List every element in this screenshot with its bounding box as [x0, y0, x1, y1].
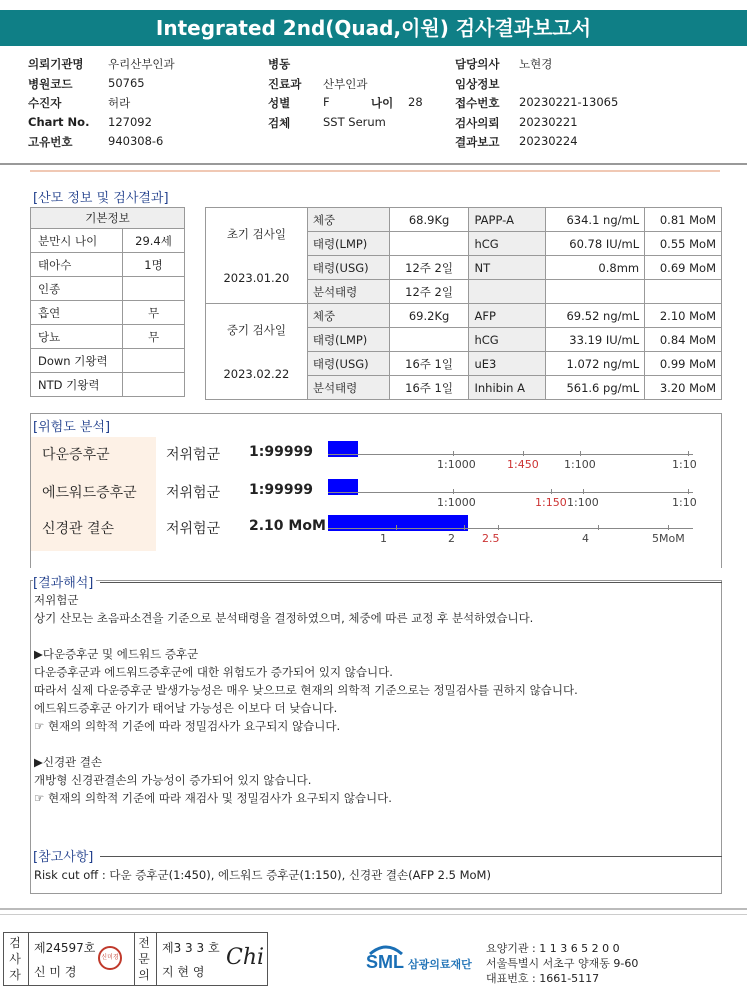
exam-item-label: 분석태령 — [307, 280, 389, 304]
exam-date: 2023.01.20 — [223, 270, 290, 285]
axis-tick — [688, 451, 689, 456]
marker-mom: 3.20 MoM — [645, 376, 722, 400]
interpretation-line: ☞ 현재의 의학적 기준에 따라 정밀검사가 요구되지 않습니다. — [34, 719, 341, 733]
exam-item-label: 태령(LMP) — [307, 232, 389, 256]
doctor-value: 노현경 — [519, 57, 553, 71]
interpretation-line: ☞ 현재의 의학적 기준에 따라 재검사 및 정밀검사가 요구되지 않습니다. — [34, 791, 392, 805]
sex-label: 성별 — [268, 96, 291, 110]
axis-tick — [396, 525, 397, 530]
risk-value: 2.10 MoM — [249, 518, 326, 534]
receipt-label: 접수번호 — [455, 96, 500, 110]
chart-label: Chart No. — [28, 114, 90, 129]
tester-role — [8, 935, 22, 983]
interpretation-line: 저위험군 — [34, 593, 79, 607]
reference-section-title: [참고사항] — [33, 846, 96, 865]
interpretation-line: ▶다운증후군 및 에드워드 증후군 — [34, 647, 199, 661]
table-row — [31, 325, 185, 349]
table-row — [31, 277, 185, 301]
axis-tick — [688, 489, 689, 494]
exam-item-value: 16주 1일 — [389, 352, 469, 376]
doctor-role — [137, 935, 151, 983]
risk-section-title: [위험도 분석] — [33, 420, 111, 435]
tick-label: 1:100 — [567, 496, 599, 509]
age-value: 28 — [408, 95, 423, 109]
marker-name: hCG — [469, 328, 546, 352]
tick-label: 5MoM — [652, 532, 685, 545]
risk-condition-name: 신경관 결손 — [42, 521, 115, 537]
sex-value: F — [323, 95, 330, 109]
maternal-section-title: [산모 정보 및 검사결과] — [33, 191, 169, 206]
exam-item-value: 12주 2일 — [389, 256, 469, 280]
basic-info-table — [30, 207, 185, 397]
exam-item-label: 분석태령 — [307, 376, 389, 400]
tick-label: 1:1000 — [437, 496, 476, 509]
marker-mom: 0.99 MoM — [645, 352, 722, 376]
risk-scale — [328, 515, 708, 545]
basic-label: NTD 기왕력 — [31, 373, 123, 397]
axis-tick — [551, 489, 552, 494]
marker-name: Inhibin A — [469, 376, 546, 400]
marker-name: AFP — [469, 304, 546, 328]
interpretation-panel — [30, 580, 722, 894]
basic-label: Down 기왕력 — [31, 349, 123, 373]
exam-item-value: 12주 2일 — [389, 280, 469, 304]
marker-name: NT — [469, 256, 546, 280]
interpretation-line: 에드워드증후군 아기가 태어날 가능성은 이보다 더 낮습니다. — [34, 701, 338, 715]
ward-label: 병동 — [268, 57, 291, 71]
marker-value: 634.1 ng/mL — [546, 208, 645, 232]
basic-label: 당뇨 — [31, 325, 123, 349]
table-row — [31, 301, 185, 325]
marker-mom: 0.81 MoM — [645, 208, 722, 232]
exam-item-label: 체중 — [307, 208, 389, 232]
table-row — [31, 229, 185, 253]
interpretation-line: 따라서 실제 다운증후군 발생가능성은 매우 낮으므로 현재의 의학적 기준으로는 정밀검사를 권하지 않습니다. — [34, 683, 578, 697]
tick-label: 1 — [380, 532, 387, 545]
marker-value: 1.072 ng/mL — [546, 352, 645, 376]
exam-results-table — [205, 207, 722, 400]
report-value: 20230224 — [519, 134, 578, 148]
basic-value — [123, 373, 185, 397]
doctor-label: 담당의사 — [455, 57, 500, 71]
basic-label: 태아수 — [31, 253, 123, 277]
risk-scale — [328, 479, 708, 509]
divider — [0, 908, 747, 910]
divider — [100, 582, 722, 583]
marker-mom: 0.84 MoM — [645, 328, 722, 352]
divider — [30, 170, 720, 172]
exam-item-label: 태령(LMP) — [307, 328, 389, 352]
axis-tick — [453, 489, 454, 494]
doctor-role-text: 전문의 — [138, 936, 150, 982]
exam-item-label: 태령(USG) — [307, 352, 389, 376]
specimen-value: SST Serum — [323, 114, 386, 129]
specimen-label: 검체 — [268, 115, 291, 130]
info-row — [28, 56, 728, 76]
signature-box — [3, 932, 268, 986]
marker-value: 69.52 ng/mL — [546, 304, 645, 328]
patient-label: 수진자 — [28, 96, 62, 110]
tester-name: 신 미 경 — [34, 965, 77, 979]
table-row — [206, 208, 722, 232]
risk-value: 1:99999 — [249, 444, 314, 460]
marker-value: 0.8mm — [546, 256, 645, 280]
risk-axis — [328, 528, 693, 529]
patient-info — [28, 56, 728, 154]
risk-condition-name: 에드워드증후군 — [42, 485, 137, 501]
interpretation-section-title: [결과해석] — [33, 572, 96, 591]
marker-value: 60.78 IU/mL — [546, 232, 645, 256]
exam-date: 2023.02.22 — [223, 366, 290, 381]
risk-axis — [328, 492, 693, 493]
info-row — [28, 95, 728, 115]
basic-value: 29.4세 — [123, 229, 185, 253]
marker-mom: 0.55 MoM — [645, 232, 722, 256]
exam-date-cell — [206, 208, 308, 304]
table-row — [206, 304, 722, 328]
interpretation-line: ▶신경관 결손 — [34, 755, 103, 769]
risk-level: 저위험군 — [166, 485, 221, 501]
tick-label: 1:150 — [535, 496, 567, 509]
org-address: 서울특별시 서초구 양재동 9-60 — [486, 957, 639, 970]
exam-title: 중기 검사일 — [226, 322, 287, 337]
exam-date-cell — [206, 304, 308, 400]
axis-tick — [464, 525, 465, 530]
info-row — [28, 134, 728, 154]
marker-value — [546, 280, 645, 304]
tick-label: 1:10 — [672, 458, 697, 471]
divider — [0, 914, 747, 915]
risk-value: 1:99999 — [249, 482, 314, 498]
code-label: 병원코드 — [28, 76, 73, 91]
tick-label: 2.5 — [482, 532, 500, 545]
tick-label: 1:1000 — [437, 458, 476, 471]
hospital-label: 의뢰기관명 — [28, 57, 84, 71]
axis-tick — [580, 451, 581, 456]
exam-item-value: 16주 1일 — [389, 376, 469, 400]
interpretation-line: 다운증후군과 에드워드증후군에 대한 위험도가 증가되어 있지 않습니다. — [34, 665, 393, 679]
risk-level: 저위험군 — [166, 521, 221, 537]
tester-seal — [98, 946, 122, 970]
marker-name: hCG — [469, 232, 546, 256]
axis-tick — [498, 525, 499, 530]
table-row — [31, 349, 185, 373]
basic-value — [123, 349, 185, 373]
id-value: 940308-6 — [108, 134, 164, 148]
exam-item-value — [389, 232, 469, 256]
seal-text: 신미경 — [101, 954, 119, 961]
tester-role-text: 검사자 — [9, 936, 21, 982]
report-label: 결과보고 — [455, 135, 500, 149]
reference-text: Risk cut off : 다운 증후군(1:450), 에드워드 증후군(1:150), 신경관 결손(AFP 2.5 MoM) — [34, 868, 491, 882]
doctor-number: 제3 3 3 호 — [162, 941, 220, 955]
marker-name: uE3 — [469, 352, 546, 376]
exam-item-label: 태령(USG) — [307, 256, 389, 280]
dept-label: 진료과 — [268, 76, 302, 91]
org-phone: 대표번호 : 1661-5117 — [486, 972, 600, 985]
risk-condition-name: 다운증후군 — [42, 447, 110, 463]
logo-text: SML — [366, 952, 404, 972]
interpretation-line: 상기 산모는 초음파소견을 기준으로 분석태령을 결정하였으며, 체중에 따른 교정 후 분석하였습니다. — [34, 611, 534, 625]
basic-value: 무 — [123, 325, 185, 349]
patient-value: 허라 — [108, 96, 131, 110]
code-value: 50765 — [108, 75, 145, 90]
dept-value: 산부인과 — [323, 76, 368, 91]
axis-tick — [583, 489, 584, 494]
marker-value: 561.6 pg/mL — [546, 376, 645, 400]
basic-value: 1명 — [123, 253, 185, 277]
tick-label: 2 — [448, 532, 455, 545]
basic-info-header: 기본정보 — [31, 208, 185, 229]
risk-level: 저위험군 — [166, 447, 221, 463]
interpretation-line: 개방형 신경관결손의 가능성이 증가되어 있지 않습니다. — [34, 773, 312, 787]
axis-tick — [668, 525, 669, 530]
exam-item-value — [389, 328, 469, 352]
info-row — [28, 76, 728, 96]
id-label: 고유번호 — [28, 135, 73, 149]
chart-value: 127092 — [108, 114, 152, 129]
request-label: 검사의뢰 — [455, 115, 500, 130]
risk-axis — [328, 454, 693, 455]
divider — [156, 933, 157, 985]
tick-label: 1:100 — [564, 458, 596, 471]
tick-label: 4 — [582, 532, 589, 545]
marker-value: 33.19 IU/mL — [546, 328, 645, 352]
hospital-value: 우리산부인과 — [108, 57, 175, 71]
doctor-signature: Chi — [226, 945, 265, 970]
exam-title: 초기 검사일 — [226, 226, 287, 241]
axis-tick — [598, 525, 599, 530]
basic-label: 분만시 나이 — [31, 229, 123, 253]
marker-mom: 0.69 MoM — [645, 256, 722, 280]
exam-item-label: 체중 — [307, 304, 389, 328]
axis-tick — [453, 451, 454, 456]
risk-scale — [328, 441, 708, 471]
org-code: 요양기관 : 1 1 3 6 5 2 0 0 — [486, 942, 620, 955]
divider — [28, 933, 29, 985]
org-logo — [366, 940, 472, 983]
table-row — [31, 253, 185, 277]
request-value: 20230221 — [519, 114, 578, 129]
marker-mom: 2.10 MoM — [645, 304, 722, 328]
basic-value: 무 — [123, 301, 185, 325]
doctor-name: 지 현 영 — [162, 965, 205, 979]
divider — [0, 163, 747, 165]
divider — [100, 856, 722, 857]
clinical-label: 임상정보 — [455, 76, 500, 91]
divider — [134, 933, 135, 985]
org-name: 삼광의료재단 — [408, 958, 472, 971]
tester-number: 제24597호 — [34, 941, 96, 955]
age-label: 나이 — [371, 96, 394, 110]
receipt-value: 20230221-13065 — [519, 95, 619, 109]
info-row — [28, 115, 728, 135]
basic-label: 흡연 — [31, 301, 123, 325]
basic-value — [123, 277, 185, 301]
exam-item-value: 68.9Kg — [389, 208, 469, 232]
marker-mom — [645, 280, 722, 304]
basic-label: 인종 — [31, 277, 123, 301]
report-title: Integrated 2nd(Quad,이원) 검사결과보고서 — [0, 10, 747, 46]
tick-label: 1:450 — [507, 458, 539, 471]
table-row — [31, 373, 185, 397]
axis-tick — [523, 451, 524, 456]
exam-item-value: 69.2Kg — [389, 304, 469, 328]
tick-label: 1:10 — [672, 496, 697, 509]
marker-name: PAPP-A — [469, 208, 546, 232]
marker-name — [469, 280, 546, 304]
